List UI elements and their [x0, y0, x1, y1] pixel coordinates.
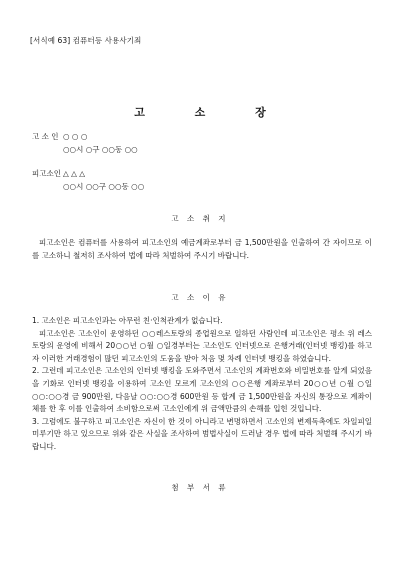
reason-item-1-detail: 피고소인은 고소인이 운영하던 ○○레스토랑의 종업원으로 일하던 사람인데 피고소인은 평소 위 레스토랑의 운영에 비해서 20○○년 ○월 ○일경부터는 고소인도 인터넷으로 은행거래(인터넷 뱅킹)를 하고자 이러한 거래경험이 많던 피고소인의 도움을 받아 처음 몇 차례 인터넷 뱅킹을 하였습니다. — [32, 328, 372, 363]
accused-name: △ △ △ — [63, 169, 86, 178]
reason-item-3: 3. 그럼에도 불구하고 피고소인은 자신이 한 것이 아니라고 변명하면서 고소인의 변제독촉에도 차일피일 미루기만 하고 있으므로 위와 같은 사실을 조사하여 범법사실이 드러날 경우 법에 따라 처벌해 주시기 바랍니다. — [32, 416, 372, 451]
reason-item-1: 1. 고소인은 피고소인과는 아무런 친·인척관계가 없습니다. — [32, 316, 223, 325]
accused-block — [32, 167, 144, 193]
complainant-name: ○ ○ ○ — [63, 132, 88, 141]
purpose-text-block — [32, 237, 372, 262]
title-char-1: 고 — [134, 106, 145, 119]
attachments-heading: 첨 부 서 류 — [171, 483, 229, 492]
complainant-block — [32, 130, 138, 156]
form-label: [서식예 63] 컴퓨터등 사용사기죄 — [30, 36, 142, 45]
complainant-address: ○○시 ○구 ○○동 ○○ — [63, 145, 138, 154]
accused-label: 피고소인 — [32, 169, 61, 178]
reasons-heading: 고 소 이 유 — [171, 293, 229, 302]
title-char-3: 장 — [255, 106, 266, 119]
purpose-heading: 고 소 취 지 — [171, 214, 229, 223]
document-title — [0, 104, 400, 120]
reason-item-2: 2. 그런데 피고소인은 고소인의 인터넷 뱅킹을 도와주면서 고소인의 계좌번호와 비밀번호를 알게 되었음을 기화로 인터넷 뱅킹을 이용하여 고소인 모르게 고소인의 ○○은행 계좌로부터 20○○년 ○월 ○일 ○○:○○경 금 900만원, 다음날 ○○:○○경 600만원 등 합계 금 1,500만원을 자신의 통장으로 계좌이체를 한 후 이를 인출하여 소비함으로써 고소인에게 위 금액만큼의 손해를 입힌 것입니다. — [32, 366, 372, 414]
reasons-text-block — [32, 315, 372, 454]
title-char-2: 소 — [194, 106, 206, 119]
purpose-text: 피고소인은 컴퓨터를 사용하여 피고소인의 예금계좌로부터 금 1,500만원을 인출하여 간 자이므로 이를 고소하니 철저히 조사하여 법에 따라 처벌하여 주시기 바랍니다. — [32, 238, 372, 260]
accused-address: ○○시 ○○구 ○○동 ○○ — [63, 182, 145, 191]
complainant-label: 고 소 인 — [32, 132, 59, 141]
